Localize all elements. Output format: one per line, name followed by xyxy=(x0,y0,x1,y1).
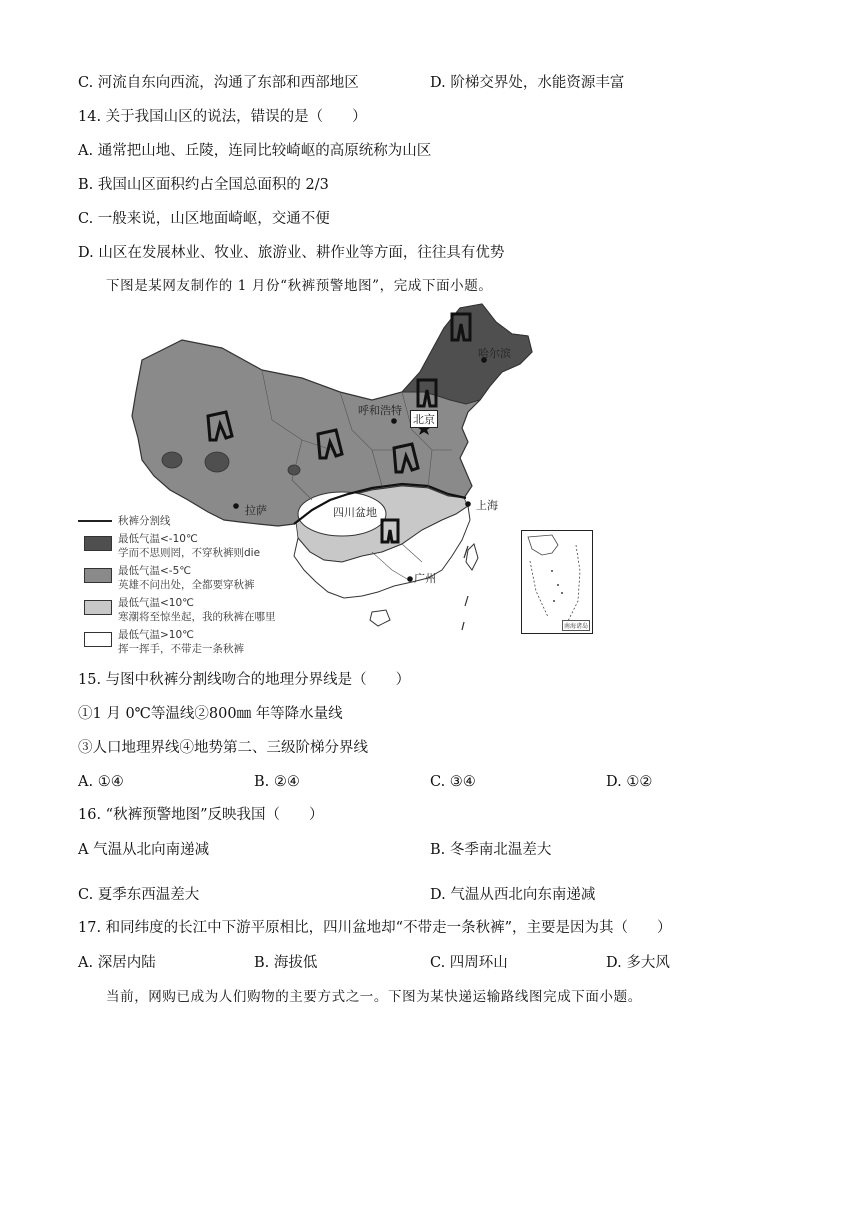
q16-option-b: B. 冬季南北温差大 xyxy=(430,842,552,858)
label-harbin: 哈尔滨 xyxy=(478,347,511,360)
q16-option-d: D. 气温从西北向东南递减 xyxy=(430,887,596,903)
label-hohhot: 呼和浩特 xyxy=(358,404,402,417)
q17-stem: 17. 和同纬度的长江中下游平原相比，四川盆地却“不带走一条秋裤”，主要是因为其（ ） xyxy=(78,920,672,936)
q17-option-d: D. 多大风 xyxy=(606,955,670,971)
legend-line-label: 秋裤分割线 xyxy=(118,515,171,527)
legend-item: 最低气温>10℃ 挥一挥手，不带走一条秋裤 xyxy=(78,628,308,660)
legend-item: 最低气温<-5℃ 英雄不问出处，全都要穿秋裤 xyxy=(78,564,308,596)
q14-stem: 14. 关于我国山区的说法，错误的是（ ） xyxy=(78,109,367,125)
q13-option-c: C. 河流自东向西流，沟通了东部和西部地区 xyxy=(78,75,359,91)
q17-option-c: C. 四周环山 xyxy=(430,955,508,971)
q14-option-a: A. 通常把山地、丘陵，连同比较崎岖的高原统称为山区 xyxy=(78,143,432,159)
q17-option-b: B. 海拔低 xyxy=(254,955,318,971)
map-dark-blob-2 xyxy=(205,452,229,472)
q16-stem: 16. “秋裤预警地图”反映我国（ ） xyxy=(78,807,324,823)
q15-option-b: B. ②④ xyxy=(254,774,300,790)
label-lhasa: 拉萨 xyxy=(245,504,267,517)
q15-statements-1: ①1 月 0℃等温线②800㎜ 年等降水量线 xyxy=(78,706,343,722)
map-dark-blob-3 xyxy=(288,465,300,475)
q15-option-d: D. ①② xyxy=(606,774,653,790)
q16-option-a: A 气温从北向南递减 xyxy=(78,842,210,858)
q15-statements-2: ③人口地理界线④地势第二、三级阶梯分界线 xyxy=(78,740,368,756)
q15-stem: 15. 与图中秋裤分割线吻合的地理分界线是（ ） xyxy=(78,672,411,688)
inset-label: 南海诸岛 xyxy=(562,620,590,631)
legend-item: 最低气温<-10℃ 学而不思则罔，不穿秋裤则die xyxy=(78,532,308,564)
map-legend xyxy=(78,512,308,660)
map-dark-blob-1 xyxy=(162,452,182,468)
q14-option-d: D. 山区在发展林业、牧业、旅游业、耕作业等方面，往往具有优势 xyxy=(78,245,505,261)
q15-option-a: A. ①④ xyxy=(78,774,124,790)
legend-dividing-line xyxy=(78,512,308,532)
map-hainan xyxy=(370,610,390,626)
q13-option-d: D. 阶梯交界处，水能资源丰富 xyxy=(430,75,625,91)
q14-option-c: C. 一般来说，山区地面崎岖，交通不便 xyxy=(78,211,330,227)
map-intro: 下图是某网友制作的 1 月份“秋裤预警地图”，完成下面小题。 xyxy=(106,278,493,294)
label-sichuan-basin: 四川盆地 xyxy=(333,506,377,519)
q15-option-c: C. ③④ xyxy=(430,774,476,790)
label-shanghai: 上海 xyxy=(476,499,498,512)
south-china-sea-inset xyxy=(521,530,593,634)
q14-option-b: B. 我国山区面积约占全国总面积的 2/3 xyxy=(78,177,329,193)
legend-item: 最低气温<10℃ 寒潮将至惊坐起，我的秋裤在哪里 xyxy=(78,596,308,628)
express-intro: 当前，网购已成为人们购物的主要方式之一。下图为某快递运输路线图完成下面小题。 xyxy=(106,989,642,1005)
q16-option-c: C. 夏季东西温差大 xyxy=(78,887,200,903)
label-beijing: 北京 xyxy=(410,410,438,428)
q17-option-a: A. 深居内陆 xyxy=(78,955,156,971)
map-region-northeast xyxy=(402,304,532,404)
label-guangzhou: 广州 xyxy=(414,572,436,585)
